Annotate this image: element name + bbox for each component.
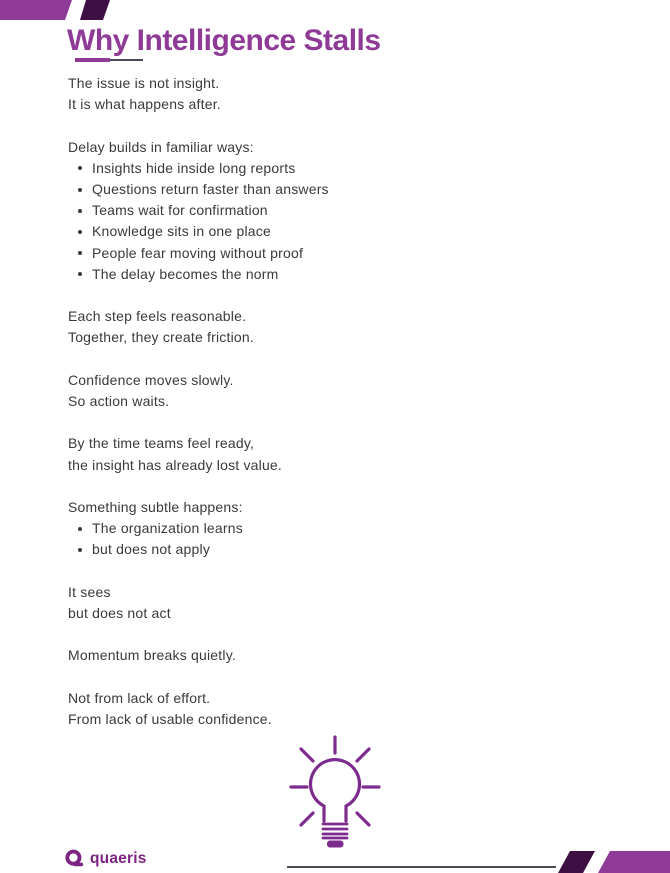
list-item: Teams wait for confirmation (68, 200, 628, 221)
list-item: Questions return faster than answers (68, 179, 628, 200)
paragraph (68, 497, 628, 518)
paragraph (68, 73, 628, 115)
text-line: It is what happens after. (68, 96, 221, 113)
page-title: Why Intelligence Stalls (67, 24, 381, 57)
list-item: The delay becomes the norm (68, 264, 628, 285)
paragraph (68, 370, 628, 412)
bullet-list (68, 518, 628, 560)
quaeris-logo-q-icon (64, 849, 85, 869)
lightbulb-icon (283, 732, 387, 850)
text-line: Momentum breaks quietly. (68, 647, 236, 664)
paragraph (68, 688, 628, 730)
top-accent-bar (0, 0, 72, 20)
text-line: Something subtle happens: (68, 498, 243, 515)
list-item: Insights hide inside long reports (68, 158, 628, 179)
paragraph (68, 433, 628, 475)
text-line: Confidence moves slowly. (68, 371, 234, 388)
text-line: the insight has already lost value. (68, 456, 283, 473)
text-line: Together, they create friction. (68, 329, 254, 346)
quaeris-logo-text: quaeris (90, 850, 147, 867)
text-line: It sees (68, 583, 111, 600)
text-line: Each step feels reasonable. (68, 308, 247, 325)
text-line: From lack of usable confidence. (68, 710, 272, 727)
quaeris-logo (64, 849, 147, 869)
paragraph (68, 645, 628, 666)
body-content (68, 73, 628, 730)
top-accent-stripe (80, 0, 110, 20)
bullet-list (68, 158, 628, 285)
list-item: People fear moving without proof (68, 243, 628, 264)
text-line: but does not act (68, 604, 171, 621)
text-line: So action waits. (68, 393, 170, 409)
paragraph (68, 137, 628, 158)
list-item: but does not apply (68, 539, 628, 560)
paragraph (68, 306, 628, 348)
text-line: Delay builds in familiar ways: (68, 138, 254, 155)
list-item: Knowledge sits in one place (68, 221, 628, 242)
text-line: Not from lack of effort. (68, 689, 211, 706)
title-underline-accent (75, 58, 110, 62)
paragraph (68, 582, 628, 624)
footer-divider-line (287, 866, 556, 868)
title-underline-rule (110, 59, 143, 61)
list-item: The organization learns (68, 518, 628, 539)
text-line: The issue is not insight. (68, 75, 220, 91)
bottom-accent-stripe (558, 851, 595, 873)
text-line: By the time teams feel ready, (68, 435, 255, 452)
bottom-accent-bar (598, 851, 670, 873)
